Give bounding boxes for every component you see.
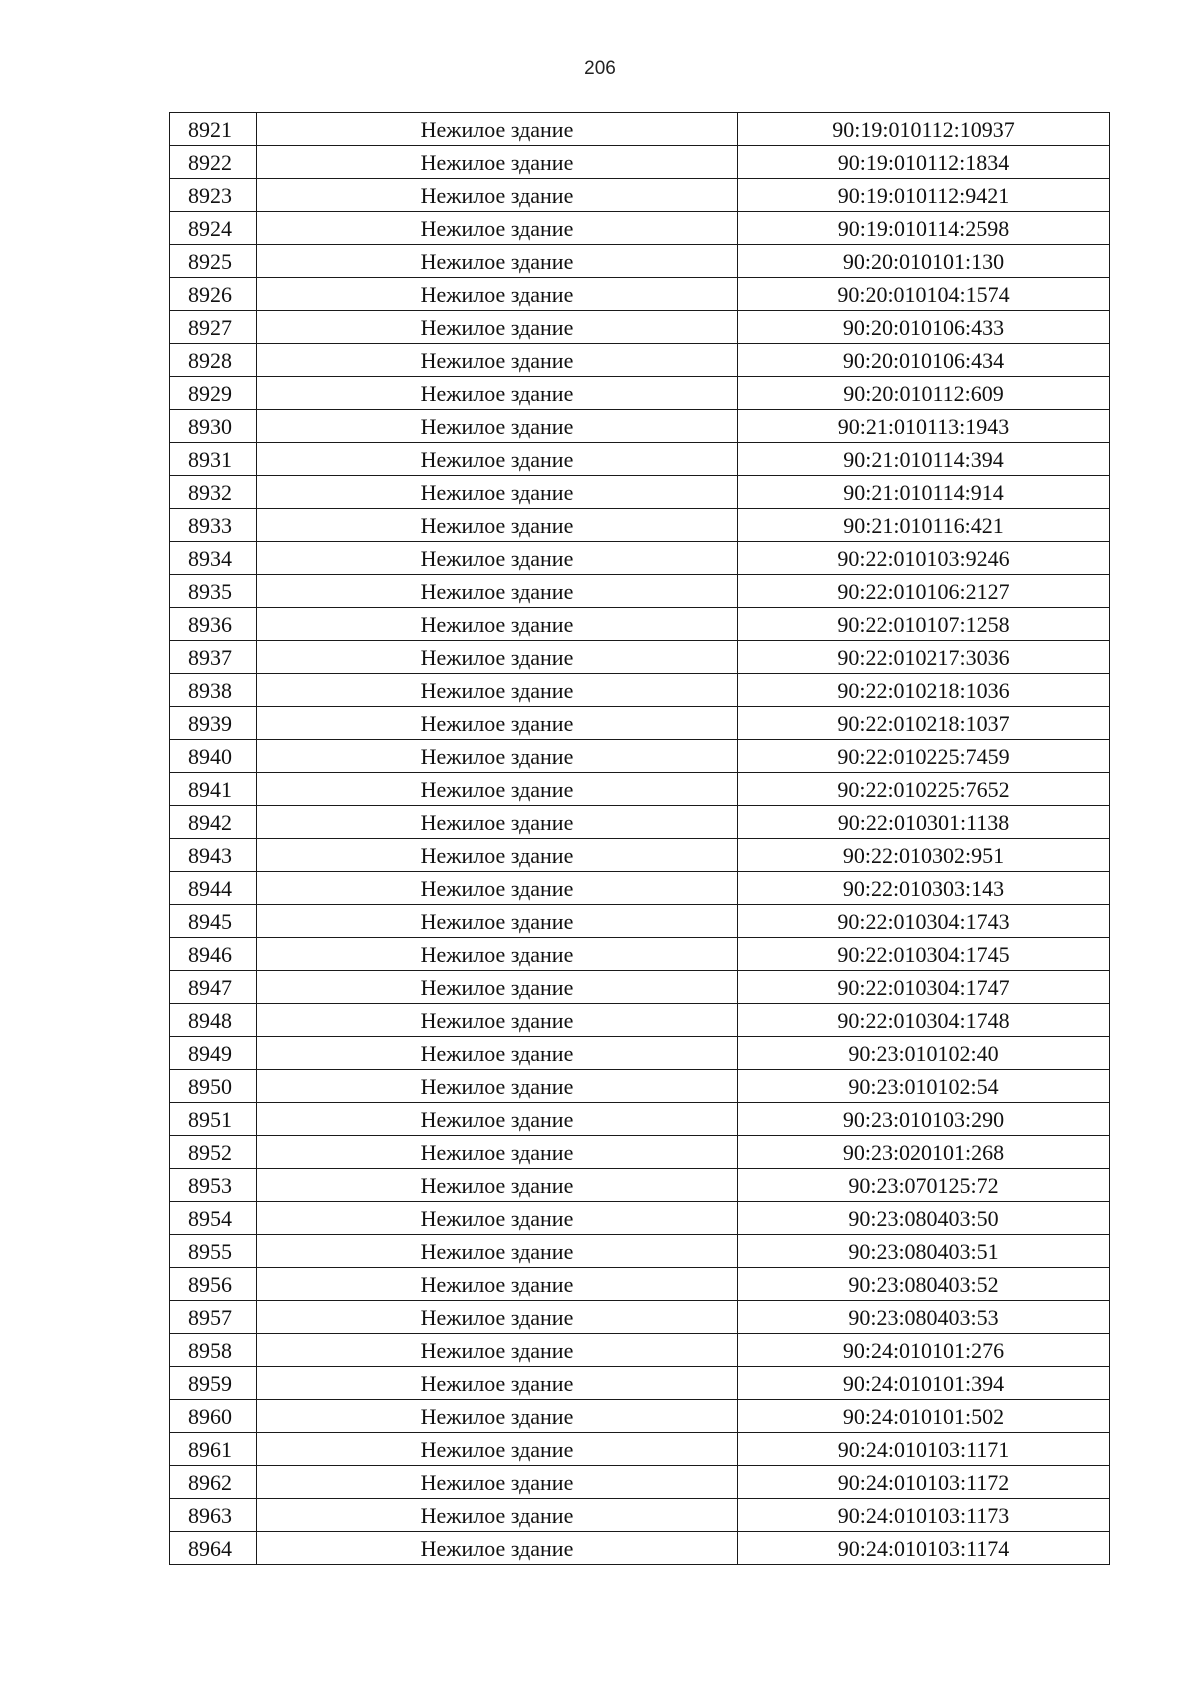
table-row xyxy=(170,1268,1110,1301)
object-name-cell: Нежилое здание xyxy=(257,872,738,905)
row-number-cell: 8937 xyxy=(170,641,257,674)
cadastral-number-cell: 90:23:080403:51 xyxy=(738,1235,1110,1268)
row-number-cell: 8948 xyxy=(170,1004,257,1037)
row-number-cell: 8962 xyxy=(170,1466,257,1499)
object-name-cell: Нежилое здание xyxy=(257,113,738,146)
cadastral-number-cell: 90:22:010225:7459 xyxy=(738,740,1110,773)
table-row xyxy=(170,509,1110,542)
cadastral-number-cell: 90:23:080403:50 xyxy=(738,1202,1110,1235)
cadastral-number-cell: 90:24:010101:502 xyxy=(738,1400,1110,1433)
object-name-cell: Нежилое здание xyxy=(257,146,738,179)
row-number-cell: 8959 xyxy=(170,1367,257,1400)
table-row xyxy=(170,1070,1110,1103)
table-row xyxy=(170,1433,1110,1466)
cadastral-number-cell: 90:19:010112:1834 xyxy=(738,146,1110,179)
object-name-cell: Нежилое здание xyxy=(257,971,738,1004)
table-row xyxy=(170,410,1110,443)
cadastral-number-cell: 90:23:010102:40 xyxy=(738,1037,1110,1070)
table-row xyxy=(170,740,1110,773)
table-row xyxy=(170,377,1110,410)
object-name-cell: Нежилое здание xyxy=(257,311,738,344)
row-number-cell: 8927 xyxy=(170,311,257,344)
row-number-cell: 8936 xyxy=(170,608,257,641)
table-row xyxy=(170,773,1110,806)
row-number-cell: 8946 xyxy=(170,938,257,971)
object-name-cell: Нежилое здание xyxy=(257,1070,738,1103)
object-name-cell: Нежилое здание xyxy=(257,674,738,707)
table-row xyxy=(170,1235,1110,1268)
cadastral-number-cell: 90:20:010112:609 xyxy=(738,377,1110,410)
table-row xyxy=(170,707,1110,740)
row-number-cell: 8956 xyxy=(170,1268,257,1301)
row-number-cell: 8932 xyxy=(170,476,257,509)
table-row xyxy=(170,179,1110,212)
object-name-cell: Нежилое здание xyxy=(257,938,738,971)
table-row xyxy=(170,806,1110,839)
object-name-cell: Нежилое здание xyxy=(257,1004,738,1037)
object-name-cell: Нежилое здание xyxy=(257,410,738,443)
page-number: 206 xyxy=(584,58,616,79)
object-name-cell: Нежилое здание xyxy=(257,1400,738,1433)
table-row xyxy=(170,311,1110,344)
row-number-cell: 8942 xyxy=(170,806,257,839)
cadastral-number-cell: 90:20:010101:130 xyxy=(738,245,1110,278)
cadastral-number-cell: 90:22:010302:951 xyxy=(738,839,1110,872)
cadastral-number-cell: 90:22:010218:1037 xyxy=(738,707,1110,740)
cadastral-number-cell: 90:22:010217:3036 xyxy=(738,641,1110,674)
cadastral-number-cell: 90:20:010106:434 xyxy=(738,344,1110,377)
row-number-cell: 8953 xyxy=(170,1169,257,1202)
row-number-cell: 8922 xyxy=(170,146,257,179)
cadastral-number-cell: 90:20:010106:433 xyxy=(738,311,1110,344)
cadastral-number-cell: 90:23:010102:54 xyxy=(738,1070,1110,1103)
row-number-cell: 8943 xyxy=(170,839,257,872)
table-row xyxy=(170,1466,1110,1499)
object-name-cell: Нежилое здание xyxy=(257,542,738,575)
row-number-cell: 8939 xyxy=(170,707,257,740)
table-row xyxy=(170,245,1110,278)
object-name-cell: Нежилое здание xyxy=(257,476,738,509)
table-row xyxy=(170,113,1110,146)
cadastral-number-cell: 90:23:070125:72 xyxy=(738,1169,1110,1202)
row-number-cell: 8958 xyxy=(170,1334,257,1367)
object-name-cell: Нежилое здание xyxy=(257,1532,738,1565)
object-name-cell: Нежилое здание xyxy=(257,1466,738,1499)
table-row xyxy=(170,344,1110,377)
table-row xyxy=(170,1037,1110,1070)
object-name-cell: Нежилое здание xyxy=(257,1103,738,1136)
object-name-cell: Нежилое здание xyxy=(257,740,738,773)
object-name-cell: Нежилое здание xyxy=(257,1301,738,1334)
cadastral-number-cell: 90:23:080403:53 xyxy=(738,1301,1110,1334)
object-name-cell: Нежилое здание xyxy=(257,806,738,839)
table-row xyxy=(170,1400,1110,1433)
row-number-cell: 8964 xyxy=(170,1532,257,1565)
row-number-cell: 8923 xyxy=(170,179,257,212)
table-row xyxy=(170,1499,1110,1532)
table-row xyxy=(170,443,1110,476)
table-row xyxy=(170,1103,1110,1136)
row-number-cell: 8947 xyxy=(170,971,257,1004)
table-row xyxy=(170,146,1110,179)
object-name-cell: Нежилое здание xyxy=(257,575,738,608)
cadastral-number-cell: 90:23:020101:268 xyxy=(738,1136,1110,1169)
registry-table xyxy=(169,112,1110,1565)
row-number-cell: 8940 xyxy=(170,740,257,773)
row-number-cell: 8928 xyxy=(170,344,257,377)
table-row xyxy=(170,905,1110,938)
object-name-cell: Нежилое здание xyxy=(257,608,738,641)
cadastral-number-cell: 90:22:010304:1747 xyxy=(738,971,1110,1004)
row-number-cell: 8925 xyxy=(170,245,257,278)
cadastral-number-cell: 90:22:010304:1748 xyxy=(738,1004,1110,1037)
object-name-cell: Нежилое здание xyxy=(257,179,738,212)
table-row xyxy=(170,1136,1110,1169)
object-name-cell: Нежилое здание xyxy=(257,509,738,542)
object-name-cell: Нежилое здание xyxy=(257,377,738,410)
cadastral-number-cell: 90:22:010225:7652 xyxy=(738,773,1110,806)
row-number-cell: 8951 xyxy=(170,1103,257,1136)
row-number-cell: 8945 xyxy=(170,905,257,938)
cadastral-number-cell: 90:23:010103:290 xyxy=(738,1103,1110,1136)
table-row xyxy=(170,608,1110,641)
object-name-cell: Нежилое здание xyxy=(257,1169,738,1202)
object-name-cell: Нежилое здание xyxy=(257,707,738,740)
row-number-cell: 8952 xyxy=(170,1136,257,1169)
row-number-cell: 8935 xyxy=(170,575,257,608)
object-name-cell: Нежилое здание xyxy=(257,1433,738,1466)
row-number-cell: 8930 xyxy=(170,410,257,443)
object-name-cell: Нежилое здание xyxy=(257,1037,738,1070)
table-row xyxy=(170,1169,1110,1202)
row-number-cell: 8963 xyxy=(170,1499,257,1532)
cadastral-number-cell: 90:21:010116:421 xyxy=(738,509,1110,542)
cadastral-number-cell: 90:22:010304:1745 xyxy=(738,938,1110,971)
cadastral-number-cell: 90:22:010218:1036 xyxy=(738,674,1110,707)
object-name-cell: Нежилое здание xyxy=(257,443,738,476)
object-name-cell: Нежилое здание xyxy=(257,1202,738,1235)
row-number-cell: 8944 xyxy=(170,872,257,905)
row-number-cell: 8921 xyxy=(170,113,257,146)
cadastral-number-cell: 90:22:010301:1138 xyxy=(738,806,1110,839)
object-name-cell: Нежилое здание xyxy=(257,1268,738,1301)
object-name-cell: Нежилое здание xyxy=(257,1367,738,1400)
table-body xyxy=(170,113,1110,1565)
row-number-cell: 8954 xyxy=(170,1202,257,1235)
cadastral-number-cell: 90:23:080403:52 xyxy=(738,1268,1110,1301)
cadastral-number-cell: 90:24:010101:394 xyxy=(738,1367,1110,1400)
table-row xyxy=(170,938,1110,971)
cadastral-number-cell: 90:24:010103:1173 xyxy=(738,1499,1110,1532)
row-number-cell: 8960 xyxy=(170,1400,257,1433)
object-name-cell: Нежилое здание xyxy=(257,773,738,806)
object-name-cell: Нежилое здание xyxy=(257,1499,738,1532)
object-name-cell: Нежилое здание xyxy=(257,212,738,245)
object-name-cell: Нежилое здание xyxy=(257,839,738,872)
object-name-cell: Нежилое здание xyxy=(257,278,738,311)
table-row xyxy=(170,575,1110,608)
row-number-cell: 8950 xyxy=(170,1070,257,1103)
row-number-cell: 8949 xyxy=(170,1037,257,1070)
row-number-cell: 8938 xyxy=(170,674,257,707)
row-number-cell: 8941 xyxy=(170,773,257,806)
row-number-cell: 8955 xyxy=(170,1235,257,1268)
table-row xyxy=(170,1202,1110,1235)
row-number-cell: 8924 xyxy=(170,212,257,245)
row-number-cell: 8931 xyxy=(170,443,257,476)
cadastral-number-cell: 90:22:010103:9246 xyxy=(738,542,1110,575)
table-row xyxy=(170,971,1110,1004)
object-name-cell: Нежилое здание xyxy=(257,245,738,278)
table-row xyxy=(170,1532,1110,1565)
row-number-cell: 8957 xyxy=(170,1301,257,1334)
cadastral-number-cell: 90:24:010103:1174 xyxy=(738,1532,1110,1565)
cadastral-number-cell: 90:24:010101:276 xyxy=(738,1334,1110,1367)
table-row xyxy=(170,641,1110,674)
object-name-cell: Нежилое здание xyxy=(257,1235,738,1268)
table-row xyxy=(170,839,1110,872)
table-row xyxy=(170,872,1110,905)
table-row xyxy=(170,1334,1110,1367)
cadastral-number-cell: 90:22:010107:1258 xyxy=(738,608,1110,641)
row-number-cell: 8926 xyxy=(170,278,257,311)
cadastral-number-cell: 90:19:010112:10937 xyxy=(738,113,1110,146)
table-row xyxy=(170,476,1110,509)
table-row xyxy=(170,1004,1110,1037)
cadastral-number-cell: 90:21:010113:1943 xyxy=(738,410,1110,443)
row-number-cell: 8961 xyxy=(170,1433,257,1466)
table-row xyxy=(170,1301,1110,1334)
table-row xyxy=(170,1367,1110,1400)
object-name-cell: Нежилое здание xyxy=(257,905,738,938)
row-number-cell: 8933 xyxy=(170,509,257,542)
row-number-cell: 8929 xyxy=(170,377,257,410)
cadastral-number-cell: 90:24:010103:1171 xyxy=(738,1433,1110,1466)
row-number-cell: 8934 xyxy=(170,542,257,575)
table-row xyxy=(170,674,1110,707)
table-row xyxy=(170,212,1110,245)
cadastral-number-cell: 90:22:010303:143 xyxy=(738,872,1110,905)
object-name-cell: Нежилое здание xyxy=(257,1334,738,1367)
object-name-cell: Нежилое здание xyxy=(257,344,738,377)
cadastral-number-cell: 90:22:010106:2127 xyxy=(738,575,1110,608)
object-name-cell: Нежилое здание xyxy=(257,1136,738,1169)
cadastral-number-cell: 90:22:010304:1743 xyxy=(738,905,1110,938)
cadastral-number-cell: 90:20:010104:1574 xyxy=(738,278,1110,311)
cadastral-number-cell: 90:19:010114:2598 xyxy=(738,212,1110,245)
object-name-cell: Нежилое здание xyxy=(257,641,738,674)
table-row xyxy=(170,542,1110,575)
cadastral-number-cell: 90:19:010112:9421 xyxy=(738,179,1110,212)
cadastral-number-cell: 90:21:010114:394 xyxy=(738,443,1110,476)
cadastral-number-cell: 90:24:010103:1172 xyxy=(738,1466,1110,1499)
table-row xyxy=(170,278,1110,311)
cadastral-number-cell: 90:21:010114:914 xyxy=(738,476,1110,509)
